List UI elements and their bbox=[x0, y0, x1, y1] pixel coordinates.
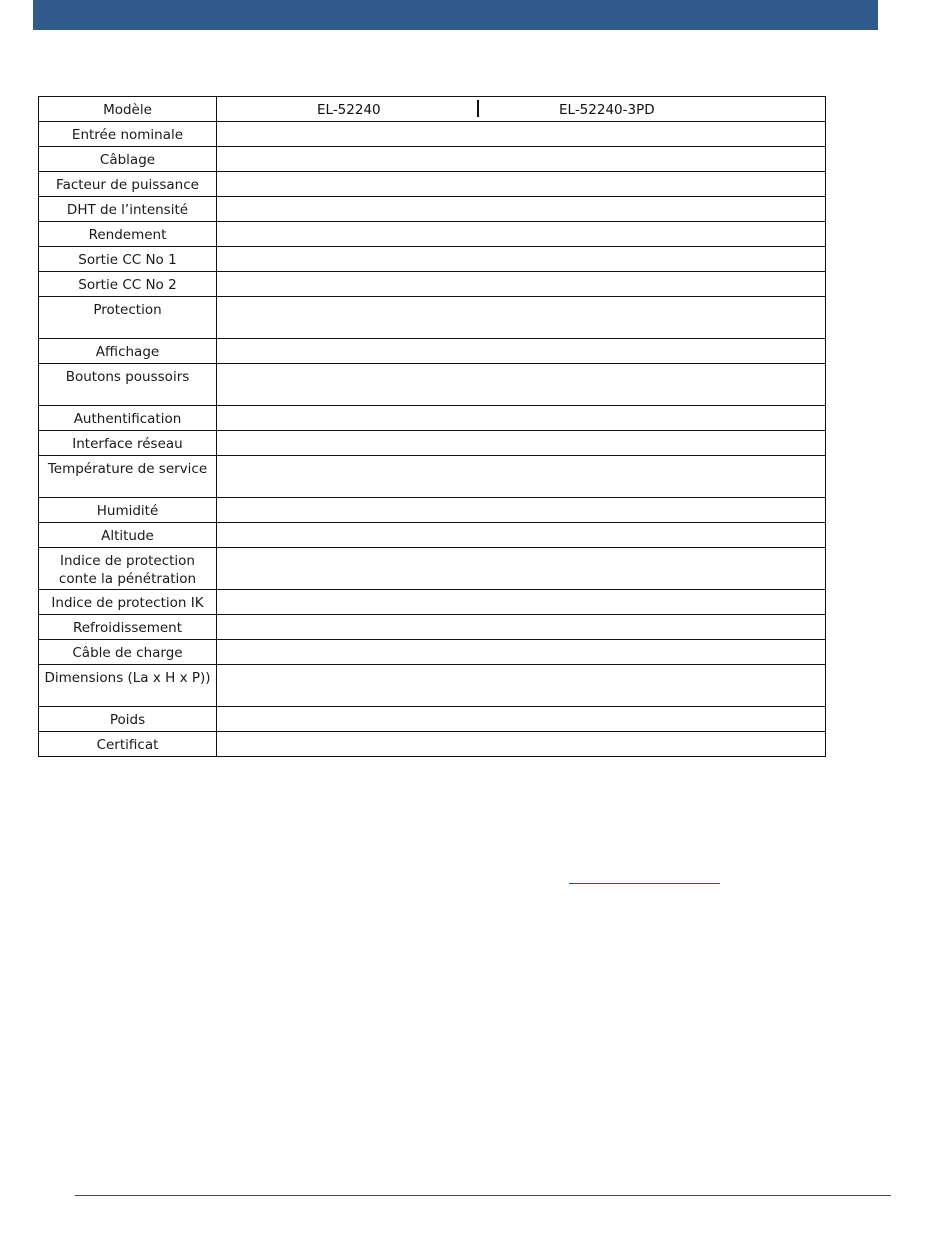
row-label: Authentification bbox=[39, 406, 217, 431]
model-values bbox=[217, 97, 826, 122]
row-label: Affichage bbox=[39, 339, 217, 364]
table-row bbox=[39, 339, 826, 364]
row-value bbox=[217, 732, 826, 757]
row-value bbox=[217, 406, 826, 431]
row-label: Certificat bbox=[39, 732, 217, 757]
row-label: Entrée nominale bbox=[39, 122, 217, 147]
table-row bbox=[39, 122, 826, 147]
table-row bbox=[39, 222, 826, 247]
row-label: Câblage bbox=[39, 147, 217, 172]
row-label: Température de service bbox=[39, 456, 217, 498]
row-label: Indice de protection IK bbox=[39, 590, 217, 615]
row-value bbox=[217, 222, 826, 247]
footer-divider bbox=[75, 1195, 891, 1196]
row-value bbox=[217, 297, 826, 339]
table-row bbox=[39, 548, 826, 590]
row-label: Protection bbox=[39, 297, 217, 339]
table-row bbox=[39, 456, 826, 498]
row-label: Boutons poussoirs bbox=[39, 364, 217, 406]
row-value bbox=[217, 590, 826, 615]
model-name-secondary: EL-52240-3PD bbox=[559, 102, 655, 118]
row-label: Sortie CC No 1 bbox=[39, 247, 217, 272]
row-value bbox=[217, 548, 826, 590]
row-label: Refroidissement bbox=[39, 615, 217, 640]
table-row bbox=[39, 431, 826, 456]
row-value bbox=[217, 197, 826, 222]
row-value bbox=[217, 456, 826, 498]
model-label: Modèle bbox=[39, 97, 217, 122]
top-banner bbox=[33, 0, 878, 30]
row-value bbox=[217, 615, 826, 640]
table-row bbox=[39, 707, 826, 732]
row-label: Sortie CC No 2 bbox=[39, 272, 217, 297]
table-row bbox=[39, 665, 826, 707]
hyperlink[interactable] bbox=[569, 883, 720, 884]
row-value bbox=[217, 364, 826, 406]
row-value bbox=[217, 523, 826, 548]
row-value bbox=[217, 247, 826, 272]
row-value bbox=[217, 272, 826, 297]
model-name-primary: EL-52240 bbox=[317, 102, 381, 118]
table-row bbox=[39, 197, 826, 222]
model-separator bbox=[477, 100, 479, 117]
row-value bbox=[217, 172, 826, 197]
table-row bbox=[39, 364, 826, 406]
table-row bbox=[39, 247, 826, 272]
table-row bbox=[39, 615, 826, 640]
row-label: Altitude bbox=[39, 523, 217, 548]
row-label: Poids bbox=[39, 707, 217, 732]
table-row bbox=[39, 406, 826, 431]
row-label: Interface réseau bbox=[39, 431, 217, 456]
table-row bbox=[39, 523, 826, 548]
table-row bbox=[39, 272, 826, 297]
table-row bbox=[39, 172, 826, 197]
row-value bbox=[217, 147, 826, 172]
table-row-model bbox=[39, 97, 826, 122]
row-label: DHT de l’intensité bbox=[39, 197, 217, 222]
row-value bbox=[217, 122, 826, 147]
table-row bbox=[39, 297, 826, 339]
row-label: Indice de protection conte la pénétration bbox=[39, 548, 217, 590]
row-label: Dimensions (La x H x P)) bbox=[39, 665, 217, 707]
row-value bbox=[217, 640, 826, 665]
spec-table bbox=[38, 96, 826, 757]
row-value bbox=[217, 339, 826, 364]
table-row bbox=[39, 147, 826, 172]
row-label: Humidité bbox=[39, 498, 217, 523]
table-row bbox=[39, 640, 826, 665]
row-label: Facteur de puissance bbox=[39, 172, 217, 197]
row-label: Câble de charge bbox=[39, 640, 217, 665]
row-value bbox=[217, 498, 826, 523]
table-row bbox=[39, 498, 826, 523]
row-value bbox=[217, 431, 826, 456]
row-value bbox=[217, 707, 826, 732]
row-value bbox=[217, 665, 826, 707]
row-label: Rendement bbox=[39, 222, 217, 247]
table-row bbox=[39, 590, 826, 615]
table-row bbox=[39, 732, 826, 757]
